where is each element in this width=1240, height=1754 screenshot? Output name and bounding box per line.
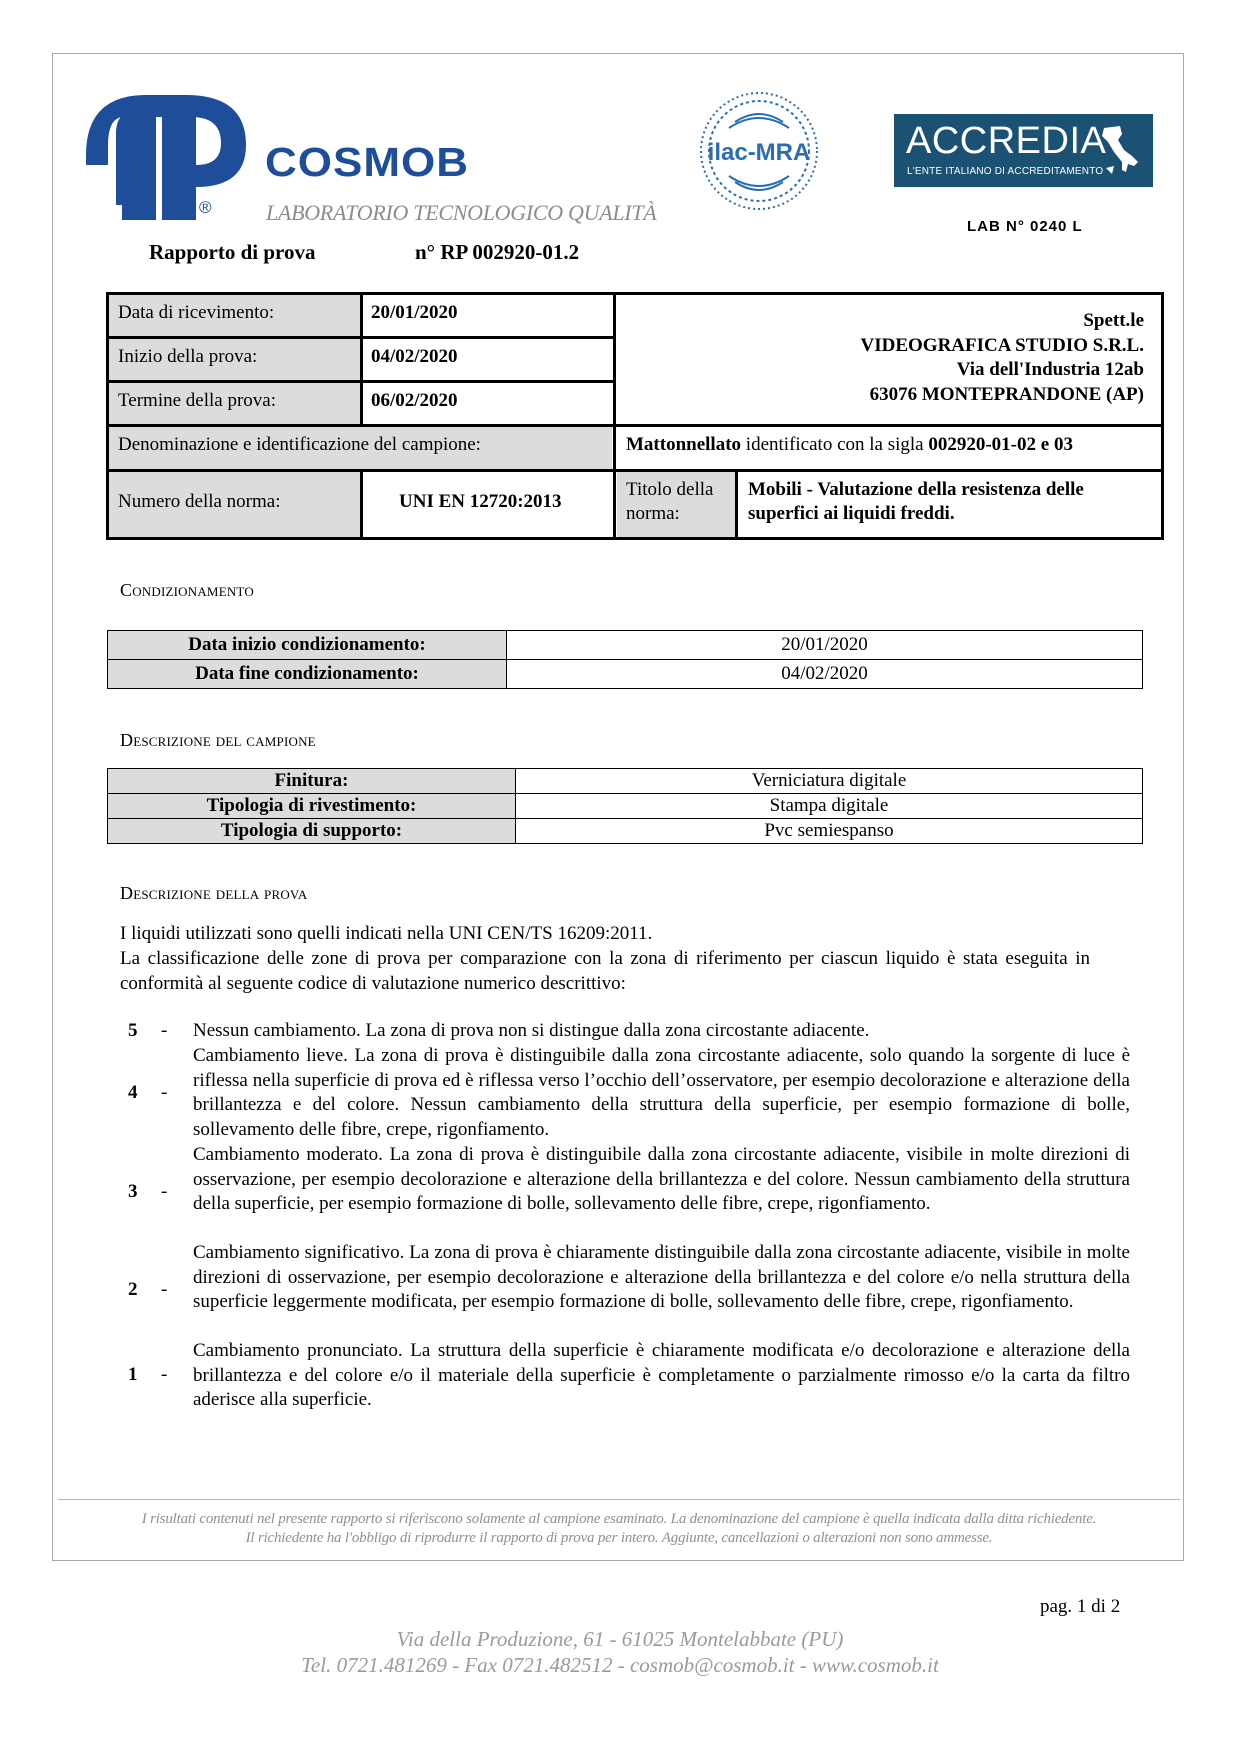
accredia-subtitle: L'ENTE ITALIANO DI ACCREDITAMENTO — [907, 166, 1104, 177]
grade-text: Cambiamento pronunciato. La struttura della superficie è chiaramente modificata e/o decolorazione e alterazione della brillantezza e del colore e/o il materiale della superficie è completamente o parzialmente rimosso e/o la carta da filtro aderisce alla superficie. — [193, 1340, 1130, 1411]
grade-text: Cambiamento moderato. La zona di prova è distinguibile dalla zona circostante adiacente, visibile in molte direzioni di osservazione, per esempio decolorazione e alterazione della brillantezza e del colore. Nessun cambiamento della struttura della superficie, per esempio formazione di bolle, sollevamento delle fibre, crepe, rigonfiamento. — [193, 1144, 1130, 1215]
svg-text:ilac-MRA: ilac-MRA — [707, 139, 811, 166]
norm-value: UNI EN 12720:2013 — [399, 491, 562, 512]
footer-contacts: Tel. 0721.481269 - Fax 0721.482512 - cosmob@cosmob.it - www.cosmob.it — [301, 1653, 939, 1677]
grade-number: 3 — [128, 1181, 138, 1202]
table-row — [108, 660, 1143, 689]
recipient-line: Spett.le — [1083, 310, 1144, 331]
support-type-label: Tipologia di supporto: — [108, 819, 516, 844]
support-type-value: Pvc semiespanso — [516, 819, 1143, 844]
footer-address: Via della Produzione, 61 - 61025 Montelabbate (PU) — [396, 1627, 844, 1651]
grade-dash: - — [161, 1181, 168, 1202]
registered-mark: ® — [199, 198, 212, 217]
coating-type-value: Stampa digitale — [516, 794, 1143, 819]
accredia-title: ACCREDIA — [906, 120, 1107, 162]
sample-mid-text: identificato con la sigla — [741, 434, 929, 455]
lab-number: LAB N° 0240 L — [967, 218, 1083, 235]
table-row — [108, 631, 1143, 660]
grade-text: Nessun cambiamento. La zona di prova non si distingue dalla zona circostante adiacente. — [193, 1020, 870, 1041]
page-number: pag. 1 di 2 — [1040, 1596, 1121, 1617]
report-number: n° RP 002920-01.2 — [415, 240, 580, 264]
grade-dash: - — [161, 1364, 168, 1385]
test-intro-1: I liquidi utilizzati sono quelli indicati nella UNI CEN/TS 16209:2011. — [120, 923, 653, 944]
test-intro-2: La classificazione delle zone di prova per comparazione con la zona di riferimento per ciascun liquido è stata eseguita in conformità al seguente codice di valutazione numerico descrittivo: — [120, 948, 1090, 994]
coating-type-label: Tipologia di rivestimento: — [108, 794, 516, 819]
grade-dash: - — [161, 1020, 168, 1041]
sample-description-heading: Descrizione del campione — [120, 730, 316, 750]
conditioning-end-value: 04/02/2020 — [507, 660, 1143, 689]
grade-text: Cambiamento lieve. La zona di prova è distinguibile dalla zona circostante adiacente, solo quando la sorgente di luce è riflessa nella superficie di prova ed è riflessa verso l’occhio dell’osservatore, per esempio decolorazione e alterazione della brillantezza e del colore. Nessun cambiamento della struttura della superficie, per esempio formazione di bolle, sollevamento delle fibre, crepe, rigonfiamento. — [193, 1045, 1130, 1141]
finish-value: Verniciatura digitale — [516, 769, 1143, 794]
lab-name: COSMOB — [265, 140, 469, 186]
table-row — [108, 819, 1143, 844]
conditioning-start-label: Data inizio condizionamento: — [108, 631, 507, 660]
report-label: Rapporto di prova — [149, 240, 316, 264]
disclaimer-divider — [58, 1499, 1180, 1500]
grade-text: Cambiamento significativo. La zona di prova è chiaramente distinguibile dalla zona circostante adiacente, visibile in molte direzioni di osservazione, per esempio decolorazione e alterazione della brillantezza e del colore e/o nella struttura della superficie leggermente modificata, per esempio formazione di bolle, sollevamento delle fibre, crepe, rigonfiamento. — [193, 1242, 1130, 1313]
received-value: 20/01/2020 — [371, 302, 458, 323]
norm-title-label: Titolo della norma: — [626, 479, 714, 524]
end-label: Termine della prova: — [118, 390, 276, 411]
disclaimer-line-1: I risultati contenuti nel presente rapporto si riferiscono solamente al campione esaminato. La denominazione del campione è quella indicata dalla ditta richiedente. — [141, 1511, 1097, 1527]
start-value: 04/02/2020 — [371, 346, 458, 367]
grade-number: 1 — [128, 1364, 138, 1385]
sample-identification — [626, 434, 1073, 456]
cosmob-logo-icon — [86, 95, 246, 220]
conditioning-end-label: Data fine condizionamento: — [108, 660, 507, 689]
ilac-mra-seal-icon — [695, 88, 823, 214]
sample-label: Denominazione e identificazione del campione: — [118, 434, 481, 455]
recipient-line: VIDEOGRAFICA STUDIO S.R.L. — [860, 334, 1144, 356]
conditioning-table — [107, 630, 1143, 689]
sample-code: 002920-01-02 e 03 — [928, 434, 1073, 455]
grade-number: 5 — [128, 1020, 138, 1041]
norm-title-value: Mobili - Valutazione della resistenza delle superfici ai liquidi freddi. — [748, 479, 1084, 524]
finish-label: Finitura: — [108, 769, 516, 794]
grade-number: 2 — [128, 1279, 138, 1300]
recipient-line: 63076 MONTEPRANDONE (AP) — [869, 383, 1144, 405]
received-label: Data di ricevimento: — [118, 302, 275, 323]
sample-description-table — [107, 768, 1143, 844]
lab-subtitle: LABORATORIO TECNOLOGICO QUALITÀ — [266, 200, 657, 225]
norm-label: Numero della norma: — [118, 491, 281, 512]
start-label: Inizio della prova: — [118, 346, 258, 367]
conditioning-heading: Condizionamento — [120, 580, 254, 600]
grade-dash: - — [161, 1082, 168, 1103]
accredia-badge — [894, 114, 1153, 187]
disclaimer-line-2: Il richiedente ha l'obbligo di riprodurre il rapporto di prova per intero. Aggiunte, cancellazioni o alterazioni non sono ammesse. — [245, 1530, 993, 1546]
recipient-address — [620, 309, 1144, 407]
grade-dash: - — [161, 1279, 168, 1300]
recipient-line: Via dell'Industria 12ab — [956, 359, 1144, 380]
italy-map-icon — [1098, 124, 1142, 180]
conditioning-start-value: 20/01/2020 — [507, 631, 1143, 660]
table-row — [108, 769, 1143, 794]
end-value: 06/02/2020 — [371, 390, 458, 411]
sample-name: Mattonnellato — [626, 434, 742, 455]
test-description-heading: Descrizione della prova — [120, 883, 308, 903]
grade-number: 4 — [128, 1082, 138, 1103]
table-row — [108, 794, 1143, 819]
